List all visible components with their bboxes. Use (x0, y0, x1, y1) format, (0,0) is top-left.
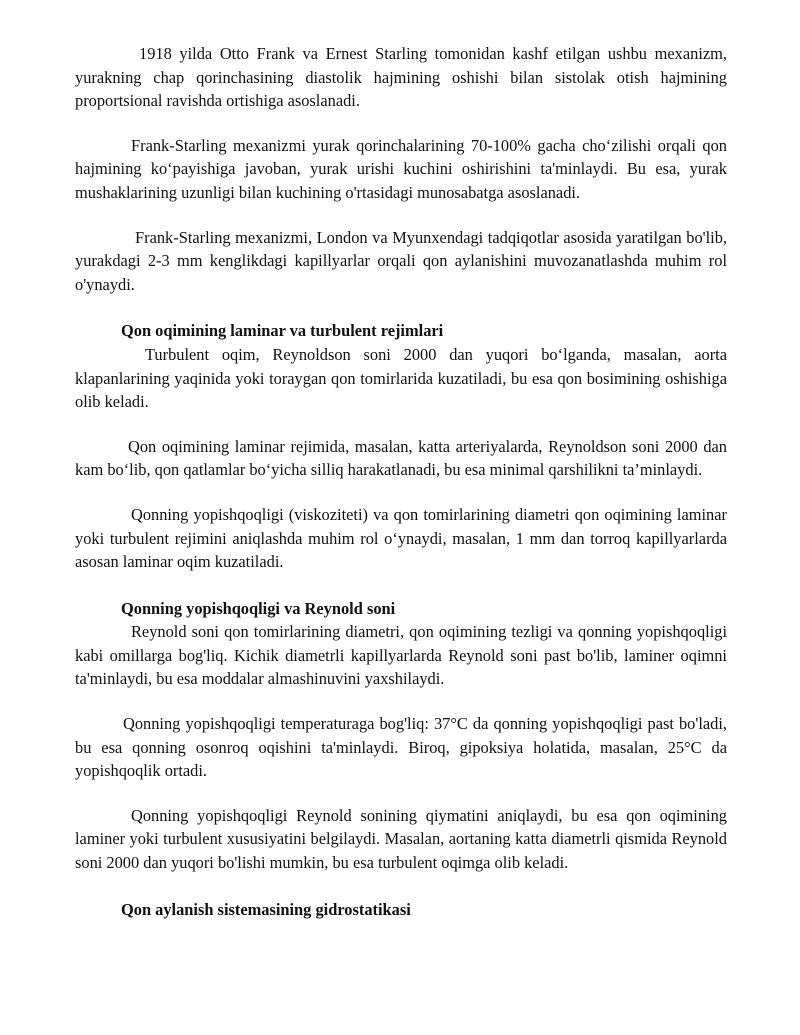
spacer (75, 482, 727, 503)
section-heading-hydrostatics: Qon aylanish sistemasining gidrostatikasi (121, 899, 411, 919)
spacer (75, 205, 727, 226)
paragraph-laminar-flow: Qon oqimining laminar rejimida, masalan, katta arteriyalarda, Reynoldson soni 2000 dan kam bo‘lib, qon qatlamlar bo‘yicha silliq harakatlanadi, bu esa minimal qarshilikni ta’minlaydi. (75, 436, 727, 480)
paragraph-viscosity-diameter: Qonning yopishqoqligi (viskoziteti) va qon tomirlarining diametri qon oqimining laminar yoki turbulent rejimini aniqlashda muhim rol o‘ynaydi, masalan, 1 mm dan torroq kapillyarlarda asosan laminar oqim kuzatiladi. (75, 504, 727, 572)
paragraph-frank-starling-history: 1918 yilda Otto Frank va Ernest Starling tomonidan kashf etilgan ushbu mexanizm, yurakning chap qorinchasining diastolik hajmining oshishi bilan sistolak otish hajmining proportsional ravishda ortishiga asoslanadi. (75, 44, 727, 111)
spacer (75, 783, 727, 804)
paragraph-frank-starling-capillaries: Frank-Starling mexanizmi, London va Myunxendagi tadqiqotlar asosida yaratilgan bo'lib, yurakdagi 2-3 mm kenglikdagi kapillyarlar orqali qon aylanishini muvozanatlashda muhim rol o'ynaydi. (75, 227, 727, 294)
section-heading-viscosity-reynolds: Qonning yopishqoqligi va Reynold soni (121, 598, 396, 618)
spacer (75, 113, 727, 134)
paragraph-reynolds-factors: Reynold soni qon tomirlarining diametri, qon oqimining tezligi va qonning yopishqoqligi kabi omillarga bog'liq. Kichik diametrli kapillyarlarda Reynold soni past bo'lib, laminer oqimni ta'minlaydi, bu esa moddalar almashinuvini yaxshilaydi. (75, 622, 727, 689)
paragraph-viscosity-temperature: Qonning yopishqoqligi temperaturaga bog'liq: 37°C da qonning yopishqoqligi past bo'ladi, bu esa qonning osonroq oqishini ta'minlaydi. Biroq, gipoksiya holatida, masalan, 25°C da yopishqoqlik ortadi. (75, 714, 727, 781)
paragraph-turbulent-flow: Turbulent oqim, Reynoldson soni 2000 dan yuqori bo‘lganda, masalan, aorta klapanlarining yaqinida yoki toraygan qon tomirlarida kuzatiladi, bu esa qon bosimining oshishiga olib keladi. (75, 344, 727, 412)
paragraph-frank-starling-stretch: Frank-Starling mexanizmi yurak qorinchalarining 70-100% gacha cho‘zilishi orqali qon hajmining ko‘payishiga javoban, yurak urishi kuchini oshirishini ta'minlaydi. Bu esa, yurak mushaklarining uzunligi bilan kuchining o'rtasidagi munosabatga asoslanadi. (75, 135, 727, 202)
spacer (75, 296, 727, 319)
spacer (75, 414, 727, 435)
spacer (75, 574, 727, 597)
paragraph-viscosity-reynolds-value: Qonning yopishqoqligi Reynold sonining qiymatini aniqlaydi, bu esa qon oqimining laminer yoki turbulent xususiyatini belgilaydi. Masalan, aortaning katta diametrli qismida Reynold soni 2000 dan yuqori bo'lishi mumkin, bu esa turbulent oqimga olib keladi. (75, 805, 727, 873)
document-page (75, 42, 727, 921)
spacer (75, 691, 727, 712)
spacer (75, 875, 727, 898)
section-heading-laminar-turbulent: Qon oqimining laminar va turbulent rejimlari (121, 321, 444, 341)
